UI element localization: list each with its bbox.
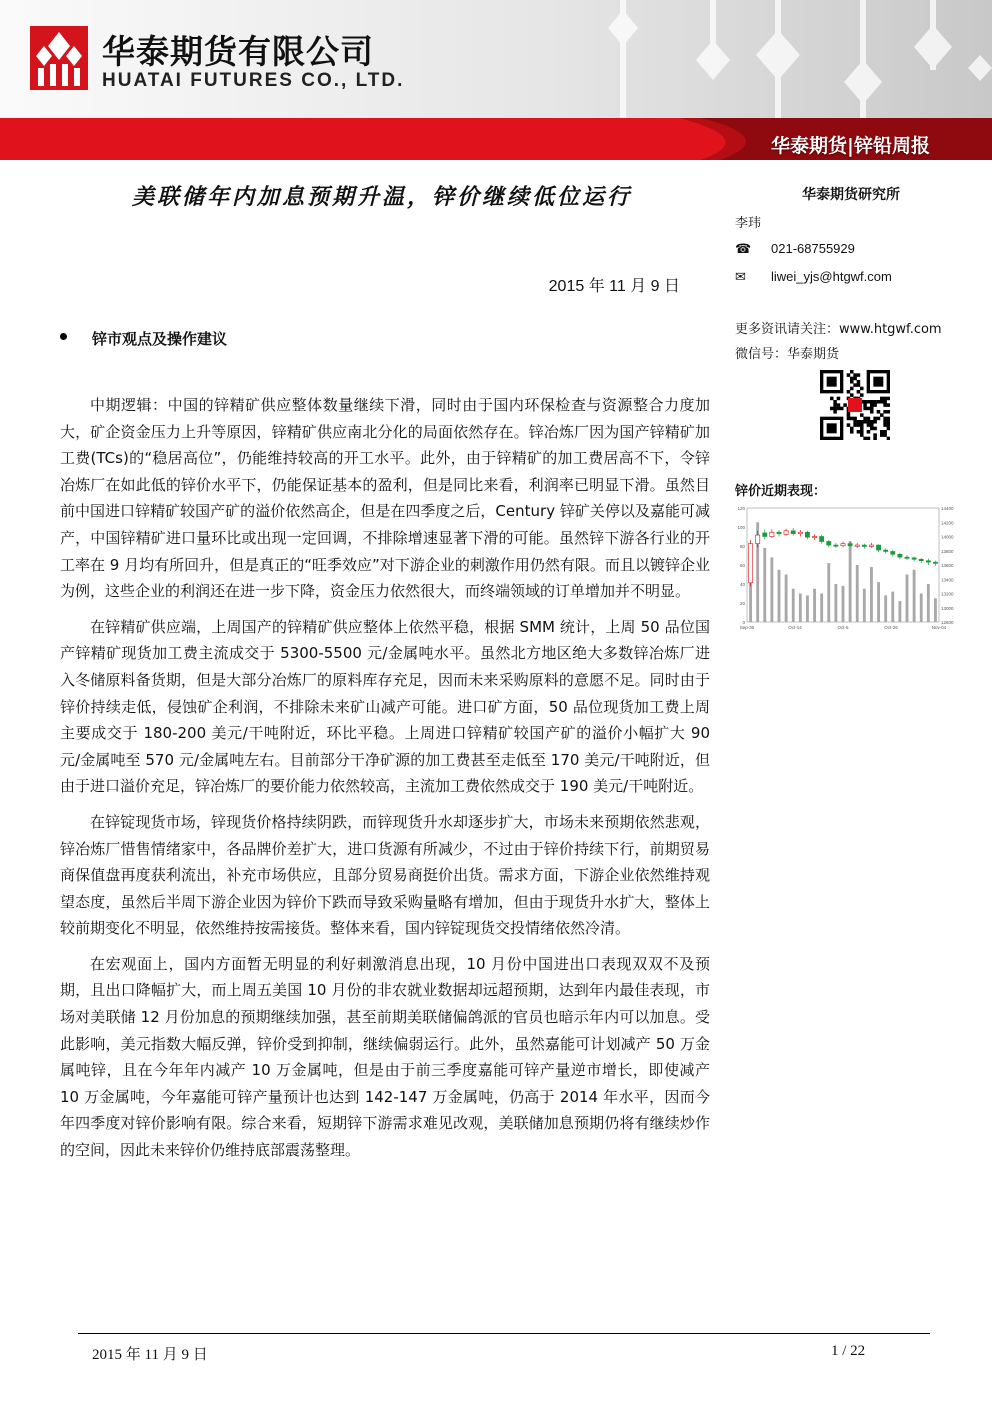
candle-body: [748, 544, 752, 583]
volume-bar: [891, 592, 894, 622]
x-axis-tick: Oct-14: [788, 625, 802, 630]
volume-bar: [877, 582, 880, 622]
phone-icon: ☎: [735, 242, 752, 257]
report-series-title: 华泰期货|锌铅周报: [771, 135, 930, 157]
left-axis-tick: 60: [739, 563, 745, 568]
volume-bar: [920, 594, 923, 623]
zinc-price-chart: [733, 502, 963, 634]
candle-body: [805, 532, 809, 537]
chart-label: 锌价近期表现：: [735, 484, 827, 499]
company-name-en: HUATAI FUTURES CO., LTD.: [102, 70, 405, 91]
paragraph: 在锌精矿供应端，上周国产的锌精矿供应整体上依然平稳，根据 SMM 统计，上周 50 品位国产锌精矿现货加工费主流成交于 5300-5500 元/金属吨水平。虽然北方地区绝大多数锌冶炼厂进入冬储原料备货期，但是大部分冶炼厂的原料库存充足，因而未来采购原料的意愿不足。同时由于锌价持续走低，侵蚀矿企利润，不排除未来矿山减产可能。进口矿方面，50 品位现货加工费上周主要成交于 180-200 美元/干吨附近，环比平稳。上周进口锌精矿较国产矿的溢价小幅扩大 90 元/金属吨至 570 元/金属吨左右。目前部分干净矿源的加工费甚至走低至 170 美元/干吨附近，但由于进口溢价充足，锌冶炼厂的要价能力依然较高，主流加工费依然成交于 190 美元/干吨附近。: [60, 617, 710, 796]
volume-bar: [913, 570, 916, 622]
candle-body: [770, 532, 774, 536]
candle-body: [820, 537, 824, 542]
volume-bar: [884, 595, 887, 622]
bullet-icon: [60, 333, 67, 340]
volume-bar: [906, 575, 909, 623]
right-axis-tick: 13600: [941, 563, 954, 568]
phone-row: [735, 241, 855, 257]
page-number: 1 / 22: [831, 1343, 866, 1359]
paragraph: 中期逻辑：中国的锌精矿供应整体数量继续下滑，同时由于国内环保检查与资源整合力度加大，矿企资金压力上升等原因，锌精矿供应南北分化的局面依然存在。锌冶炼厂因为国产锌精矿加工费(TCs)的“稳居高位”，仍能维持较高的开工水平。此外，由于锌精矿的加工费居高不下，令锌冶炼厂在如此低的锌价水平下，仍能保证基本的盈利，但是同比来看，利润率已明显下滑。虽然目前中国进口锌精矿较国产矿的溢价依然高企，但是在四季度之后，Century 锌矿关停以及嘉能可减产，中国锌精矿进口量环比或出现一定回调，不排除增速显著下滑的可能。虽然锌下游各行业的开工率在 9 月均有所回升，但是真正的“旺季效应”对下游企业的刺激作用仍然有限。而且以镀锌企业为例，这些企业的利润还在进一步下降，资金压力依然很大，而终端领域的订单增加并不明显。: [60, 396, 710, 601]
left-axis-tick: 120: [737, 506, 745, 511]
candle-body: [919, 559, 923, 560]
left-axis-tick: 100: [737, 525, 745, 530]
volume-bar: [820, 594, 823, 623]
candle-body: [891, 551, 895, 554]
candle-body: [912, 558, 916, 559]
volume-bar: [849, 541, 852, 622]
candle-body: [926, 561, 930, 562]
right-axis-tick: 13800: [941, 548, 954, 554]
more-info[interactable]: 更多资讯请关注：www.htgwf.com: [735, 322, 942, 337]
right-axis-tick: 14400: [941, 506, 954, 511]
volume-bar: [842, 586, 845, 622]
candle-body: [827, 541, 831, 545]
x-axis-tick: Nov-04: [931, 625, 947, 630]
candle-body: [862, 545, 866, 546]
candle-body: [798, 532, 802, 533]
email-address[interactable]: liwei_yjs@htgwf.com: [771, 269, 892, 284]
section-heading: 锌市观点及操作建议: [92, 330, 228, 348]
volume-bar: [806, 595, 809, 622]
candle-body: [905, 557, 909, 558]
candle-body: [777, 532, 781, 533]
left-axis-tick: 20: [739, 601, 745, 606]
candle-body: [756, 535, 760, 544]
volume-bar: [827, 563, 830, 622]
candle-body: [848, 544, 852, 546]
volume-bar: [792, 589, 795, 622]
phone-number: 021-68755929: [771, 241, 855, 256]
candle-body: [869, 545, 873, 546]
body-text: [60, 392, 710, 1173]
research-institute: 华泰期货研究所: [802, 187, 900, 203]
document-date: 2015 年 11 月 9 日: [548, 278, 680, 295]
header-decoration: [560, 0, 992, 118]
candle-body: [933, 562, 937, 563]
volume-bar: [934, 598, 937, 622]
volume-bar: [813, 589, 816, 622]
candle-body: [855, 545, 859, 546]
huatai-logo-icon: [30, 26, 88, 90]
candle-body: [784, 531, 788, 535]
candle-body: [812, 537, 816, 538]
email-row: [735, 269, 892, 285]
paragraph: 在宏观面上，国内方面暂无明显的利好刺激消息出现，10 月份中国进出口表现双双不及预期，且出口降幅扩大，而上周五美国 10 月份的非农就业数据却远超预期，达到年内最佳表现，市场对美联储 12 月份加息的预期继续加强，甚至前期美联储偏鸽派的官员也暗示年内可以加息。受此影响，美元指数大幅反弹，锌价受到抑制，继续偏弱运行。此外，虽然嘉能可计划减产 50 万金属吨锌，且在今年年内减产 10 万金属吨，但是由于前三季度嘉能可锌产量逆市增长，即使减产 10 万金属吨，今年嘉能可锌产量预计也达到 142-147 万金属吨，仍高于 2014 年水平，因而今年四季度对锌价影响有限。综合来看，短期锌下游需求难见改观，美联储加息预期仍将有继续炒作的空间，因此未来锌价仍维持底部震荡整理。: [60, 954, 710, 1160]
candle-body: [763, 533, 767, 537]
volume-bar: [763, 548, 766, 622]
right-axis-tick: 12800: [941, 620, 954, 625]
left-axis-tick: 40: [739, 582, 745, 587]
document-title: 美联储年内加息预期升温，锌价继续低位运行: [131, 184, 632, 210]
envelope-icon: ✉: [735, 270, 746, 285]
volume-bar: [834, 584, 837, 622]
candle-body: [834, 545, 838, 546]
right-axis-tick: 14000: [941, 534, 954, 540]
candle-body: [884, 550, 888, 551]
right-axis-tick: 13400: [941, 577, 954, 583]
volume-bar: [927, 584, 930, 622]
x-axis-tick: Oct-5: [837, 625, 849, 630]
candle-body: [791, 531, 795, 534]
volume-bar: [870, 567, 873, 622]
footer-rule: [78, 1333, 930, 1334]
analyst-name: 李玮: [735, 216, 762, 231]
volume-bar: [898, 601, 901, 622]
x-axis-tick: Oct-26: [884, 625, 898, 630]
candle-body: [898, 554, 902, 557]
qr-code-icon: [820, 370, 890, 440]
right-axis-tick: 13200: [941, 591, 954, 597]
volume-bar: [785, 575, 788, 623]
footer-date: 2015 年 11 月 9 日: [92, 1347, 208, 1363]
candle-body: [841, 544, 845, 546]
volume-bar: [856, 565, 859, 622]
wechat-id: 微信号：华泰期货: [735, 347, 840, 362]
right-axis-tick: 14200: [941, 520, 954, 526]
company-name-cn: 华泰期货有限公司: [102, 32, 374, 71]
right-axis-tick: 13000: [941, 605, 954, 611]
volume-bar: [863, 589, 866, 622]
x-axis-tick: Sep-30: [739, 625, 755, 630]
volume-bar: [770, 557, 773, 622]
left-axis-tick: 80: [739, 544, 745, 549]
left-axis-tick: 0: [742, 620, 745, 625]
volume-bar: [778, 570, 781, 622]
candle-body: [876, 545, 880, 550]
paragraph: 在锌锭现货市场，锌现货价格持续阴跌，而锌现货升水却逐步扩大，市场未来预期依然悲观，锌冶炼厂惜售情绪家中，各品牌价差扩大，进口货源有所减少，不过由于锌价持续下行，前期贸易商保值盘再度获利流出，补充市场供应，且部分贸易商挺价出货。需求方面，下游企业依然维持观望态度，虽然后半周下游企业因为锌价下跌而导致采购量略有增加，但由于现货升水扩大，整体上较前期变化不明显，依然维持按需接货。整体来看，国内锌锭现货交投情绪依然冷清。: [60, 812, 710, 938]
volume-bar: [799, 594, 802, 623]
